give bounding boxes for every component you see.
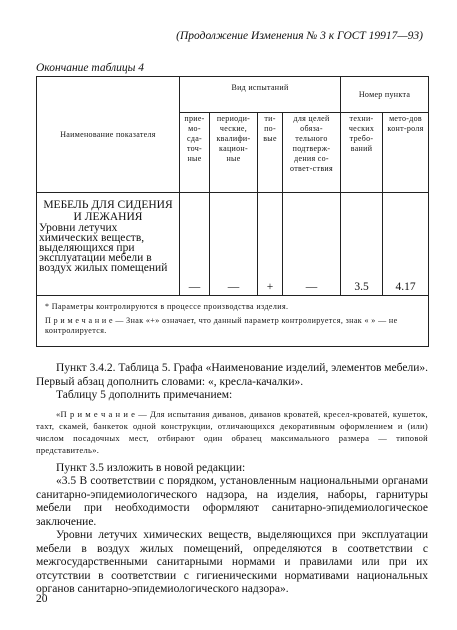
row-title: МЕБЕЛЬ ДЛЯ СИДЕНИЯ И ЛЕЖАНИЯ: [43, 199, 173, 223]
body-text: [36, 362, 428, 597]
col-header-tech-req: техни-ческих требо-ваний: [341, 113, 383, 193]
table-4: [36, 76, 429, 347]
page-header: (Продолжение Изменения № 3 к ГОСТ 19917—93): [176, 30, 423, 42]
col-header-type: ти-по-вые: [258, 113, 283, 193]
paragraph-3-5-intro: Пункт 3.5 изложить в новой редакции:: [56, 461, 246, 474]
col-header-control-methods: мето-дов конт-роля: [383, 113, 429, 193]
note-star: * Параметры контролируются в процессе производства изделия.: [45, 302, 289, 311]
note-main: П р и м е ч а н и е — Знак «+» означает, что данный параметр контролируется, знак « » — не контролируется.: [45, 316, 398, 335]
col-header-acceptance: прие-мо-сда-точ-ные: [180, 113, 210, 193]
page-number: 20: [36, 593, 48, 605]
paragraph-3-4-2: Пункт 3.4.2. Таблица 5. Графа «Наименование изделий, элементов мебели». Первый абзац дополнить словами: «, кресла-качалки».: [36, 362, 428, 388]
col-header-periodic: периоди-ческие, квалифи-кацион-ные: [210, 113, 258, 193]
paragraph-levels: Уровни летучих химических веществ, выделяющихся при эксплуатации мебели в воздух жилых помещений, определяются в соответствии с межгосударственными санитарными нормами и правилами или при их отсутствии в соответствии с гигиеническими нормативами национальных органов санитарно-эпидемиологического надзора».: [36, 529, 428, 595]
cell-control-methods: 4.17: [383, 193, 429, 296]
row-text: Уровни летучих химических веществ, выделяющихся при эксплуатации мебели в воздух жилых помещений: [39, 222, 168, 274]
col-group-number: Номер пункта: [341, 77, 429, 113]
cell-periodic: —: [210, 193, 258, 296]
paragraph-table5: Таблицу 5 дополнить примечанием:: [56, 389, 233, 401]
col-header-certification: для целей обяза-тельного подтверж-дения со-ответ-ствия: [283, 113, 341, 193]
table-caption: Окончание таблицы 4: [36, 62, 144, 74]
paragraph-3-5: «3.5 В соответствии с порядком, установленным национальными органами санитарно-эпидемиологического надзора, на изделия, наборы, гарнитуры мебели при необходимости оформляют санитарно-эпидемиологическое заключение.: [36, 475, 428, 528]
cell-type: +: [258, 193, 283, 296]
paragraph-note: «П р и м е ч а н и е — Для испытания диванов, диванов кроватей, кресел-кроватей, кушеток, тахт, скамей, банкеток одной конструкции, отличающихся декоративным оформлением и (или) числом посадочных мест, отбирают один образец максимального размера — типовой представитель».: [36, 408, 428, 455]
cell-tech-req: 3.5: [341, 193, 383, 296]
table-row-label: [37, 193, 180, 296]
cell-acceptance: —: [180, 193, 210, 296]
cell-certification: —: [283, 193, 341, 296]
col-group-tests: Вид испытаний: [180, 77, 341, 113]
table-notes: [37, 296, 429, 347]
col-header-name: Наименование показателя: [37, 77, 180, 193]
